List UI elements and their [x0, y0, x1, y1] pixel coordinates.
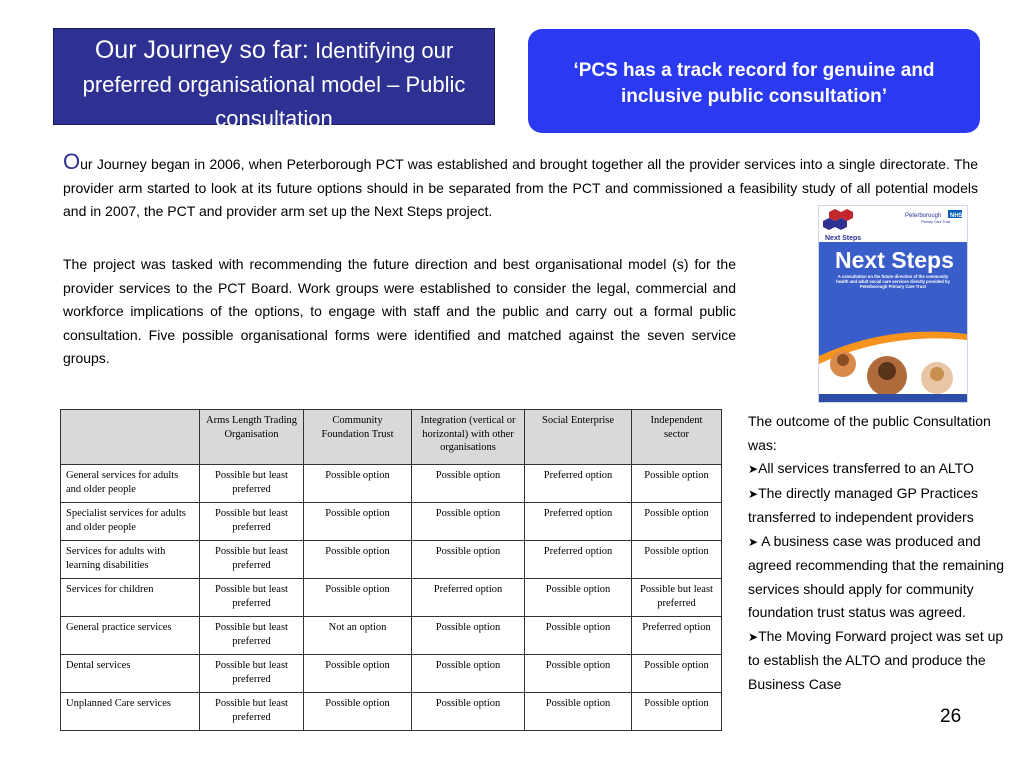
- outcome-bullet: [748, 625, 1010, 697]
- cover-small-title: Next Steps: [825, 235, 862, 242]
- intro-text: ur Journey began in 2006, when Peterborough PCT was established and brought together all the provider services into a single directorate. The provider arm started to look at its future options should in be separated from the PCT and commissioned a feasibility study of all potential models and in 2007, the PCT and provider arm set up the Next Steps project.: [63, 156, 978, 219]
- outcome-bullet-text: The directly managed GP Practices transferred to independent providers: [748, 484, 979, 525]
- table-cell: Preferred option: [525, 541, 632, 579]
- table-cell: Preferred option: [525, 465, 632, 503]
- table-header-row: [61, 410, 722, 465]
- table-header-cell: Independent sector: [632, 410, 722, 465]
- table-cell: Preferred option: [525, 503, 632, 541]
- table-row: [61, 465, 722, 503]
- table-cell: Possible but least preferred: [200, 579, 304, 617]
- table-cell: Possible but least preferred: [200, 465, 304, 503]
- outcome-panel: [748, 410, 1010, 696]
- row-label: Specialist services for adults and older people: [61, 503, 200, 541]
- table-cell: Possible option: [525, 617, 632, 655]
- cover-description: A consultation on the future direction of the community health and adult social care services directly provided by Peterborough Primary Care Trust: [836, 274, 950, 289]
- table-cell: Possible option: [412, 617, 525, 655]
- table-cell: Possible option: [632, 503, 722, 541]
- table-cell: Possible option: [412, 503, 525, 541]
- table-cell: Possible option: [412, 541, 525, 579]
- row-label: Dental services: [61, 655, 200, 693]
- table-cell: Possible option: [412, 693, 525, 731]
- outcome-intro: The outcome of the public Consultation was:: [748, 413, 991, 453]
- arrow-bullet-icon: ➤: [748, 629, 759, 644]
- cover-big-title: Next Steps: [835, 247, 954, 273]
- table-cell: Possible but least preferred: [200, 693, 304, 731]
- table-cell: Possible but least preferred: [200, 655, 304, 693]
- table-row: [61, 541, 722, 579]
- table-header-cell: Community Foundation Trust: [304, 410, 412, 465]
- project-paragraph: The project was tasked with recommending the future direction and best organisational model (s) for the provider services to the PCT Board. Work groups were established to consider the legal, commercial and workforce implications of the options, to engage with staff and the public and carry out a formal public consultation. Five possible organisational forms were identified and matched against the seven service groups.: [63, 256, 736, 366]
- table-header-cell: [61, 410, 200, 465]
- options-table: [60, 409, 722, 731]
- quote-text: ‘PCS has a track record for genuine and inclusive public consultation’: [573, 60, 935, 107]
- table-cell: Possible option: [304, 655, 412, 693]
- arrow-bullet-icon: ➤: [748, 486, 759, 501]
- row-label: General practice services: [61, 617, 200, 655]
- table-cell: Possible option: [304, 503, 412, 541]
- page-number: 26: [940, 706, 962, 727]
- arrow-bullet-icon: ➤: [748, 534, 759, 549]
- row-label: Services for adults with learning disabilities: [61, 541, 200, 579]
- arrow-bullet-icon: ➤: [748, 462, 759, 476]
- table-cell: Possible but least preferred: [200, 503, 304, 541]
- row-label: Unplanned Care services: [61, 693, 200, 731]
- table-cell: Possible option: [412, 655, 525, 693]
- table-cell: Not an option: [304, 617, 412, 655]
- table-cell: Possible option: [632, 465, 722, 503]
- quote-callout: [528, 29, 980, 133]
- cover-nhs-logo: NHS: [950, 213, 963, 219]
- table-row: [61, 503, 722, 541]
- table-cell: Possible option: [304, 693, 412, 731]
- table-cell: Possible but least preferred: [200, 541, 304, 579]
- outcome-bullet-text: All services transferred to an ALTO: [758, 460, 974, 476]
- outcome-bullet-text: The Moving Forward project was set up to establish the ALTO and produce the Business Case: [748, 627, 1004, 692]
- outcome-bullet-text: A business case was produced and agreed recommending that the remaining services should apply for community foundation trust status was agreed.: [748, 532, 1005, 620]
- table-cell: Possible option: [304, 541, 412, 579]
- table-cell: Possible option: [304, 465, 412, 503]
- table-cell: Possible option: [525, 655, 632, 693]
- table-cell: Possible option: [304, 579, 412, 617]
- intro-dropcap: O: [63, 149, 81, 174]
- cover-graphic: [819, 206, 967, 402]
- table-cell: Possible but least preferred: [632, 579, 722, 617]
- outcome-bullet: [748, 530, 1010, 625]
- table-header-cell: Integration (vertical or horizontal) with other organisations: [412, 410, 525, 465]
- row-label: General services for adults and older people: [61, 465, 200, 503]
- table-row: [61, 579, 722, 617]
- outcome-bullet: [748, 457, 1010, 482]
- table-cell: Possible but least preferred: [200, 617, 304, 655]
- table-cell: Possible option: [632, 693, 722, 731]
- table-cell: Preferred option: [632, 617, 722, 655]
- table-cell: Preferred option: [412, 579, 525, 617]
- title-main: Our Journey so far:: [94, 36, 309, 64]
- table-cell: Possible option: [525, 579, 632, 617]
- table-cell: Possible option: [412, 465, 525, 503]
- slide-title: [53, 28, 495, 131]
- next-steps-cover-image: [818, 205, 968, 403]
- table-cell: Possible option: [632, 655, 722, 693]
- cover-brand-sub: Primary Care Trust: [921, 220, 951, 224]
- table-cell: Possible option: [632, 541, 722, 579]
- table-row: [61, 617, 722, 655]
- table-header-cell: Social Enterprise: [525, 410, 632, 465]
- table-row: [61, 655, 722, 693]
- table-header-cell: Arms Length Trading Organisation: [200, 410, 304, 465]
- table-cell: Possible option: [525, 693, 632, 731]
- cover-brand: Peterborough: [905, 213, 942, 219]
- outcome-bullet: [748, 482, 1010, 530]
- row-label: Services for children: [61, 579, 200, 617]
- table-row: [61, 693, 722, 731]
- title-subtitle: Identifying our preferred organisational model – Public consultation: [82, 38, 466, 131]
